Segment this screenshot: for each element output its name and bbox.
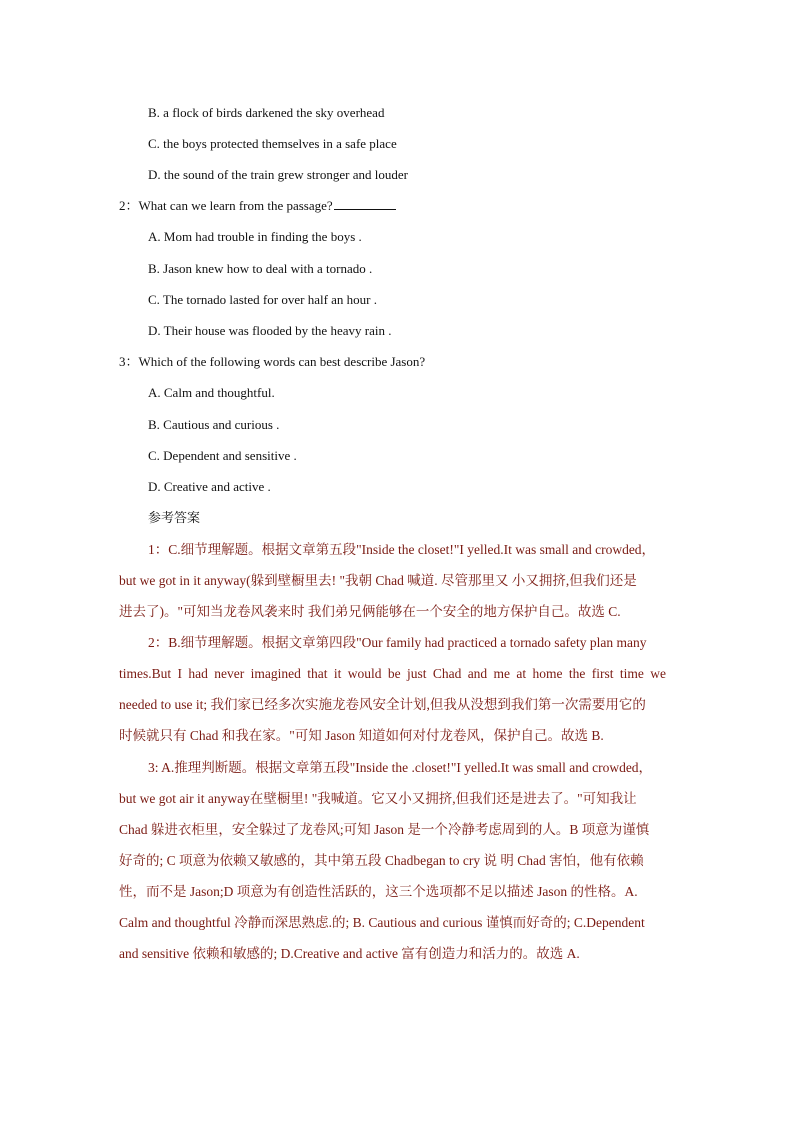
answer-2-line: times.But I had never imagined that it would be just Chad and me at home the first time we [119, 666, 667, 681]
q2-stem-text: 2：What can we learn from the passage? [119, 198, 333, 213]
answer-3-line: 3: A.推理判断题。根据文章第五段"Inside the .closet!"I yelled.It was small and crowded， [148, 760, 653, 775]
answer-3-line: Chad 躲进衣柜里，安全躲过了龙卷风;可知 Jason 是一个冷静考虑周到的人。B 项意为谨慎 [119, 822, 650, 837]
answer-2-line: 2：B.细节理解题。根据文章第四段"Our family had practiced a tornado safety plan many [148, 635, 647, 650]
q2-option-d: D. Their house was flooded by the heavy rain . [148, 323, 392, 338]
q3-option-a: A. Calm and thoughtful. [148, 385, 275, 400]
q2-option-b: B. Jason knew how to deal with a tornado . [148, 261, 373, 276]
answer-3-line: 好奇的; C 项意为依赖又敏感的，其中第五段 Chadbegan to cry 说 明 Chad 害怕，他有依赖 [119, 853, 644, 868]
answer-1-line: 进去了)。"可知当龙卷风袭来时 我们弟兄俩能够在一个安全的地方保护自己。故选 C. [119, 604, 621, 619]
answer-3-line: Calm and thoughtful 冷静而深思熟虑.的; B. Cautious and curious 谨慎而好奇的; C.Dependent [119, 915, 645, 930]
q3-option-d: D. Creative and active . [148, 479, 271, 494]
answer-1-line: but we got in it anyway(躲到壁橱里去! "我朝 Chad 喊道. 尽管那里又 小又拥挤,但我们还是 [119, 573, 637, 588]
q2-option-c: C. The tornado lasted for over half an hour . [148, 292, 377, 307]
q1-option-b: B. a flock of birds darkened the sky overhead [148, 105, 385, 120]
q2-stem [119, 197, 396, 215]
answer-2-line: 时候就只有 Chad 和我在家。"可知 Jason 知道如何对付龙卷风，保护自己。故选 B. [119, 728, 604, 743]
q1-option-d: D. the sound of the train grew stronger and louder [148, 167, 408, 182]
answer-1-line: 1：C.细节理解题。根据文章第五段"Inside the closet!"I yelled.It was small and crowded， [148, 542, 656, 557]
answer-blank [334, 197, 396, 210]
answer-3-line: and sensitive 依赖和敏感的; D.Creative and active 富有创造力和活力的。故选 A. [119, 946, 580, 961]
q1-option-c: C. the boys protected themselves in a safe place [148, 136, 397, 151]
answers-heading: 参考答案 [148, 510, 201, 525]
q2-option-a: A. Mom had trouble in finding the boys . [148, 229, 362, 244]
answer-2-line: needed to use it; 我们家已经多次实施龙卷风安全计划,但我从没想到我们第一次需要用它的 [119, 697, 646, 712]
answer-3-line: but we got air it anyway在壁橱里! "我喊道。它又小又拥挤,但我们还是进去了。"可知我让 [119, 791, 637, 806]
q3-stem: 3：Which of the following words can best describe Jason? [119, 354, 426, 369]
q3-option-c: C. Dependent and sensitive . [148, 448, 297, 463]
answer-3-line: 性，而不是 Jason;D 项意为有创造性活跃的，这三个选项都不足以描述 Jason 的性格。A. [119, 884, 638, 899]
q3-option-b: B. Cautious and curious . [148, 417, 280, 432]
